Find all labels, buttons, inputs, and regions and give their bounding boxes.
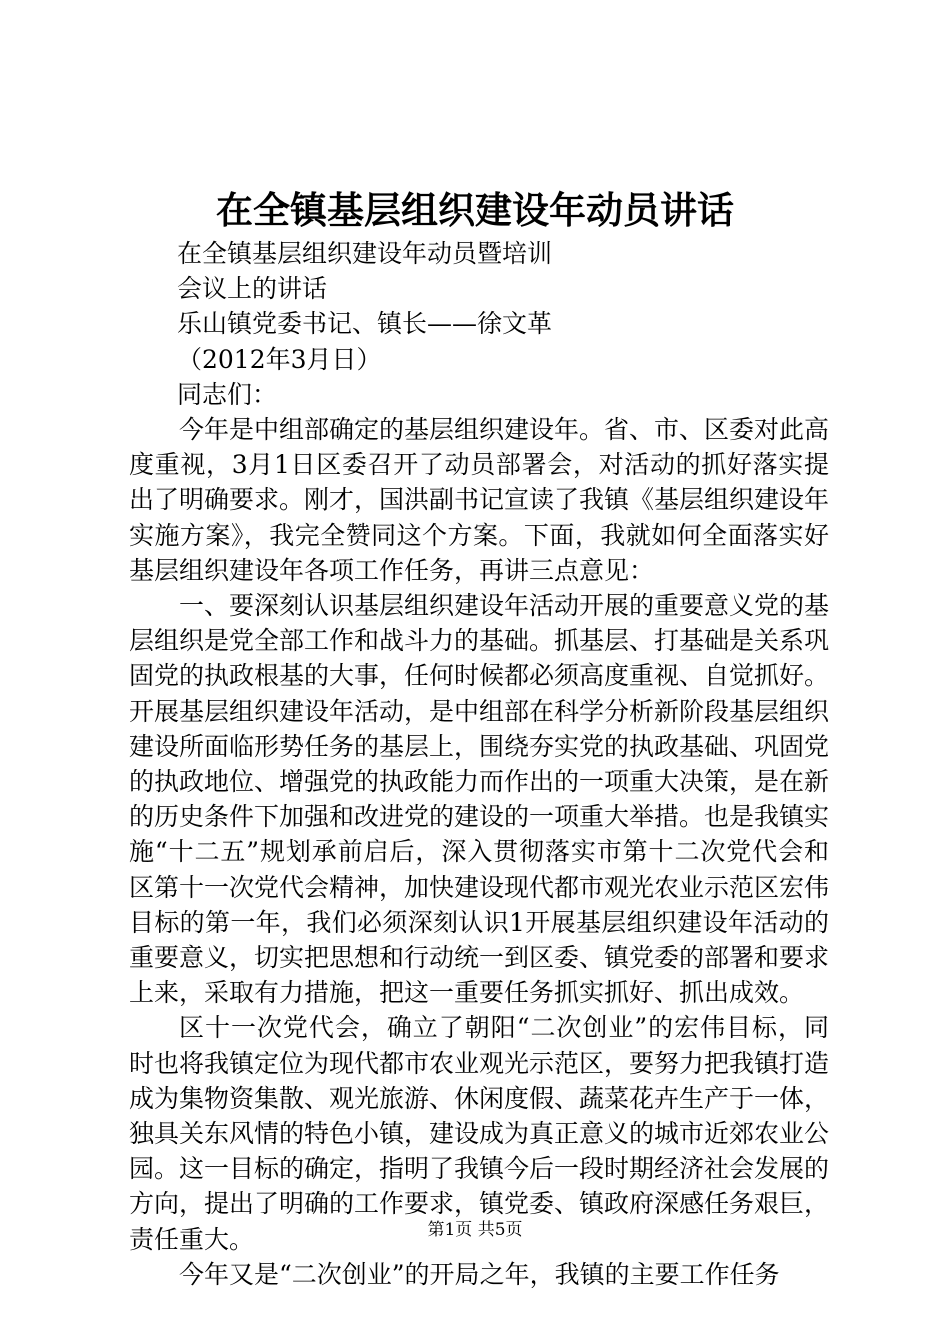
paragraph: 区十一次党代会，确立了朝阳“二次创业”的宏伟目标，同时也将我镇定位为现代都市农业观光示范区，要努力把我镇打造成为集物资集散、观光旅游、休闲度假、蔬菜花卉生产于一体，独具关东风情的特色小镇，建设成为真正意义的城市近郊农业公园。这一目标的确定，指明了我镇今后一段时期经济社会发展的方向，提出了明确的工作要求，镇党委、镇政府深感任务艰巨，责任重大。 [129,1013,830,1254]
paragraph: 今年是中组部确定的基层组织建设年。省、市、区委对此高度重视，3月1日区委召开了动员部署会，对活动的抓好落实提出了明确要求。刚才，国洪副书记宣读了我镇《基层组织建设年实施方案》，我完全赞同这个方案。下面，我就如何全面落实好基层组织建设年各项工作任务，再讲三点意见： [129,415,830,585]
salutation: 同志们： [177,379,278,409]
page-footer: 第1页 共5页 [427,1220,523,1240]
author-line: 乐山镇党委书记、镇长——徐文革 [177,309,553,339]
header-line: 会议上的讲话 [177,274,328,304]
date-line: （2012年3月日） [177,344,382,374]
document-body [129,236,829,1292]
document-title: 在全镇基层组织建设年动员讲话 [216,188,734,232]
paragraph: 今年又是“二次创业”的开局之年，我镇的主要工作任务 [179,1259,780,1289]
paragraph: 一、要深刻认识基层组织建设年活动开展的重要意义党的基层组织是党全部工作和战斗力的基础。抓基层、打基础是关系巩固党的执政根基的大事，任何时候都必须高度重视、自觉抓好。开展基层组织建设年活动，是中组部在科学分析新阶段基层组织建设所面临形势任务的基层上，围绕夯实党的执政基础、巩固党的执政地位、增强党的执政能力而作出的一项重大决策，是在新的历史条件下加强和改进党的建设的一项重大举措。也是我镇实施“十二五”规划承前启后，深入贯彻落实市第十二次党代会和区第十一次党代会精神，加快建设现代都市观光农业示范区宏伟目标的第一年，我们必须深刻认识1开展基层组织建设年活动的重要意义，切实把思想和行动统一到区委、镇党委的部署和要求上来，采取有力措施，把这一重要任务抓实抓好、抓出成效。 [129,591,830,1008]
header-line: 在全镇基层组织建设年动员暨培训 [177,239,553,268]
